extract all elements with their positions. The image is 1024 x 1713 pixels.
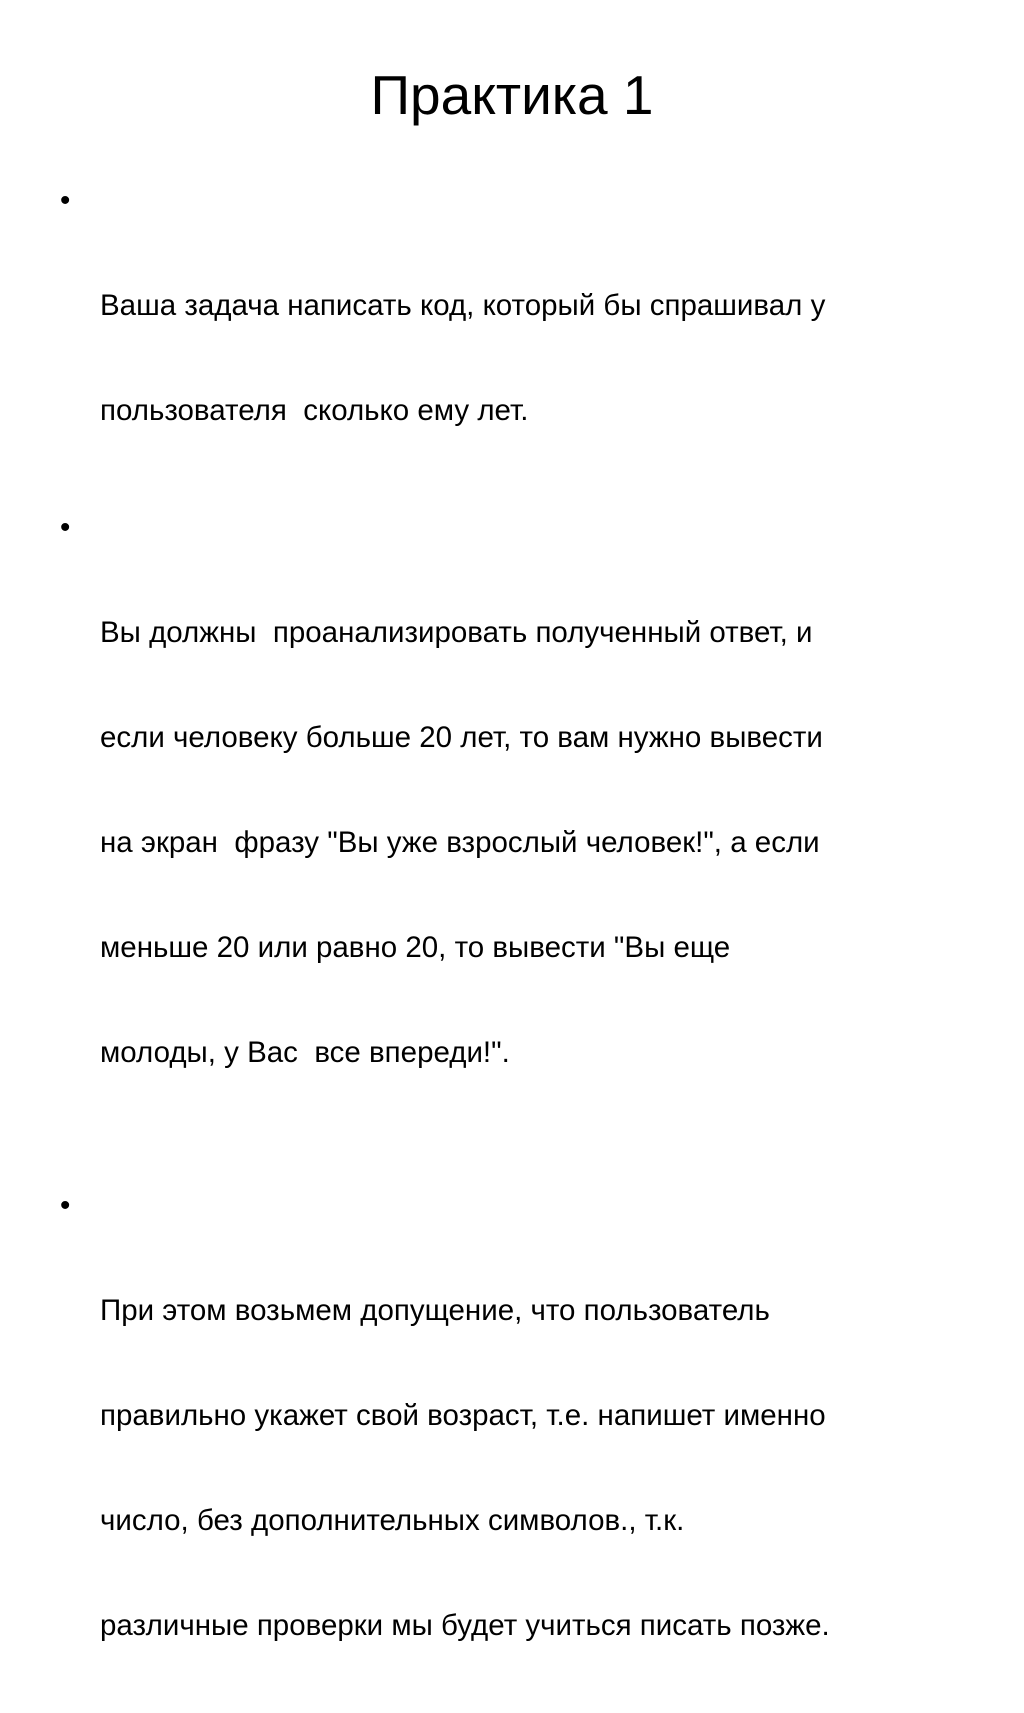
bullet-icon: •: [60, 511, 71, 544]
bullet-item: [60, 183, 980, 498]
bullet-text-line: Ваша задача написать код, который бы спрашивал у: [100, 289, 826, 322]
bullet-text-line: если человеку больше 20 лет, то вам нужно вывести: [100, 721, 823, 754]
bullet-icon: •: [60, 1189, 71, 1222]
bullet-text-line: При этом возьмем допущение, что пользователь: [100, 1294, 770, 1327]
bullet-text-line: на экран фразу "Вы уже взрослый человек!", а если: [100, 826, 820, 859]
bullet-list: [60, 183, 980, 1713]
bullet-text-line: Вы должны проанализировать полученный ответ, и: [100, 616, 813, 649]
bullet-text-line: число, без дополнительных символов., т.к.: [100, 1504, 685, 1537]
bullet-text-line: различные проверки мы будет учиться писать позже.: [100, 1609, 830, 1642]
bullet-text-line: меньше 20 или равно 20, то вывести "Вы еще: [100, 931, 731, 964]
bullet-text-line: пользователя сколько ему лет.: [100, 394, 529, 427]
bullet-item: [60, 1188, 980, 1713]
bullet-text-line: молоды, у Вас все впереди!".: [100, 1036, 510, 1069]
slide-title: Практика 1: [370, 64, 654, 126]
bullet-text-line: правильно укажет свой возраст, т.е. напишет именно: [100, 1399, 826, 1432]
bullet-item: [60, 510, 980, 1140]
bullet-icon: •: [60, 184, 71, 217]
